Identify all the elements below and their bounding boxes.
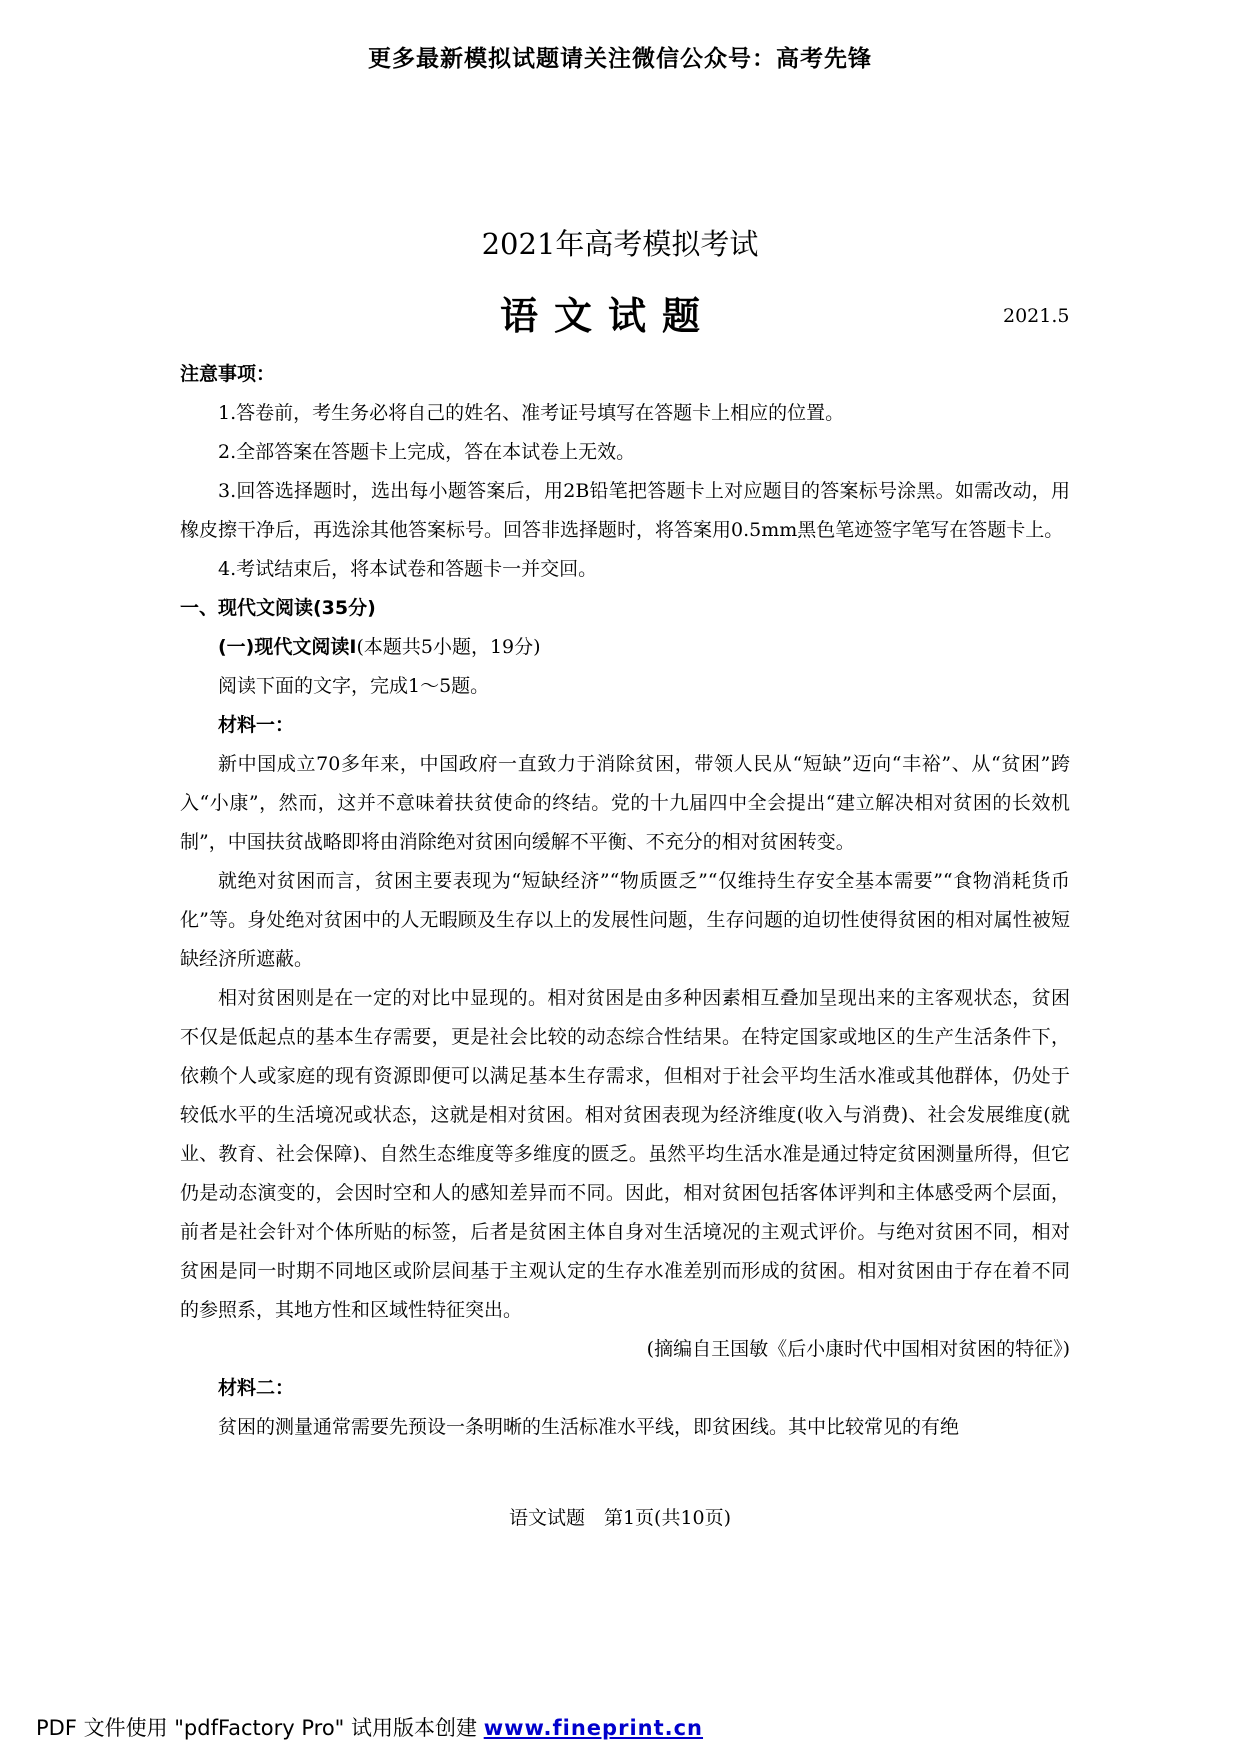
pdf-notice-text: PDF 文件使用 "pdfFactory Pro" 试用版本创建 <box>36 1716 484 1740</box>
notice-item-1: 1.答卷前，考生务必将自己的姓名、准考证号填写在答题卡上相应的位置。 <box>218 402 845 424</box>
material-1-paragraph: 相对贫困则是在一定的对比中显现的。相对贫困是由多种因素相互叠加呈现出来的主客观状态，贫困不仅是低起点的基本生存需要，更是社会比较的动态综合性结果。在特定国家或地区的生产生活条件下，依赖个人或家庭的现有资源即便可以满足基本生存需求，但相对于社会平均生活水准或其他群体，仍处于较低水平的生活境况或状态，这就是相对贫困。相对贫困表现为经济维度(收入与消费)、社会发展维度(就业、教育、社会保障)、自然生态维度等多维度的匮乏。虽然平均生活水准是通过特定贫困测量所得，但它仍是动态演变的，会因时空和人的感知差异而不同。因此，相对贫困包括客体评判和主体感受两个层面，前者是社会针对个体所贴的标签，后者是贫困主体自身对生活境况的主观式评价。与绝对贫困不同，相对贫困是同一时期不同地区或阶层间基于主观认定的生存水准差别而形成的贫困。相对贫困由于存在着不同的参照系，其地方性和区域性特征突出。 <box>180 987 1070 1321</box>
notice-item-2: 2.全部答案在答题卡上完成，答在本试卷上无效。 <box>218 441 636 463</box>
notice-title: 注意事项： <box>180 363 276 385</box>
material-1-source: (摘编自王国敏《后小康时代中国相对贫困的特征》) <box>646 1338 1070 1360</box>
reading-instruction: 阅读下面的文字，完成1～5题。 <box>218 675 490 697</box>
notice-item-4: 4.考试结束后，将本试卷和答题卡一并交回。 <box>218 558 598 580</box>
fineprint-link[interactable]: www.fineprint.cn <box>483 1716 704 1740</box>
material-1-label: 材料一： <box>218 714 295 736</box>
material-2-label: 材料二： <box>218 1377 295 1399</box>
wechat-banner: 更多最新模拟试题请关注微信公众号：高考先锋 <box>368 46 872 72</box>
material-1-paragraph: 新中国成立70多年来，中国政府一直致力于消除贫困，带领人民从“短缺”迈向“丰裕”、从“贫困”跨入“小康”，然而，这并不意味着扶贫使命的终结。党的十九届四中全会提出“建立解决相对贫困的长效机制”，中国扶贫战略即将由消除绝对贫困向缓解不平衡、不充分的相对贫困转变。 <box>180 753 1070 853</box>
exam-name: 2021年高考模拟考试 <box>481 227 759 261</box>
pdf-factory-notice <box>36 1712 703 1742</box>
page-number: 语文试题 第1页(共10页) <box>508 1507 732 1529</box>
subsection-title-bold: (一)现代文阅读Ⅰ <box>218 636 357 658</box>
exam-date: 2021.5 <box>1003 305 1070 327</box>
subsection-title-detail: (本题共5小题，19分) <box>356 636 541 658</box>
material-2-paragraph: 贫困的测量通常需要先预设一条明晰的生活标准水平线，即贫困线。其中比较常见的有绝 <box>218 1416 960 1438</box>
section-title: 一、现代文阅读(35分) <box>180 597 376 619</box>
notice-item-3: 3.回答选择题时，选出每小题答案后，用2B铅笔把答题卡上对应题目的答案标号涂黑。如需改动，用橡皮擦干净后，再选涂其他答案标号。回答非选择题时，将答案用0.5mm黑色笔迹签字笔写在答题卡上。 <box>180 480 1070 541</box>
subject-title: 语文试题 <box>500 294 717 338</box>
material-1-paragraph: 就绝对贫困而言，贫困主要表现为“短缺经济”“物质匮乏”“仅维持生存安全基本需要”“食物消耗货币化”等。身处绝对贫困中的人无暇顾及生存以上的发展性问题，生存问题的迫切性使得贫困的相对属性被短缺经济所遮蔽。 <box>180 870 1070 970</box>
document-body <box>180 355 1070 1447</box>
subsection-title <box>180 628 1070 667</box>
